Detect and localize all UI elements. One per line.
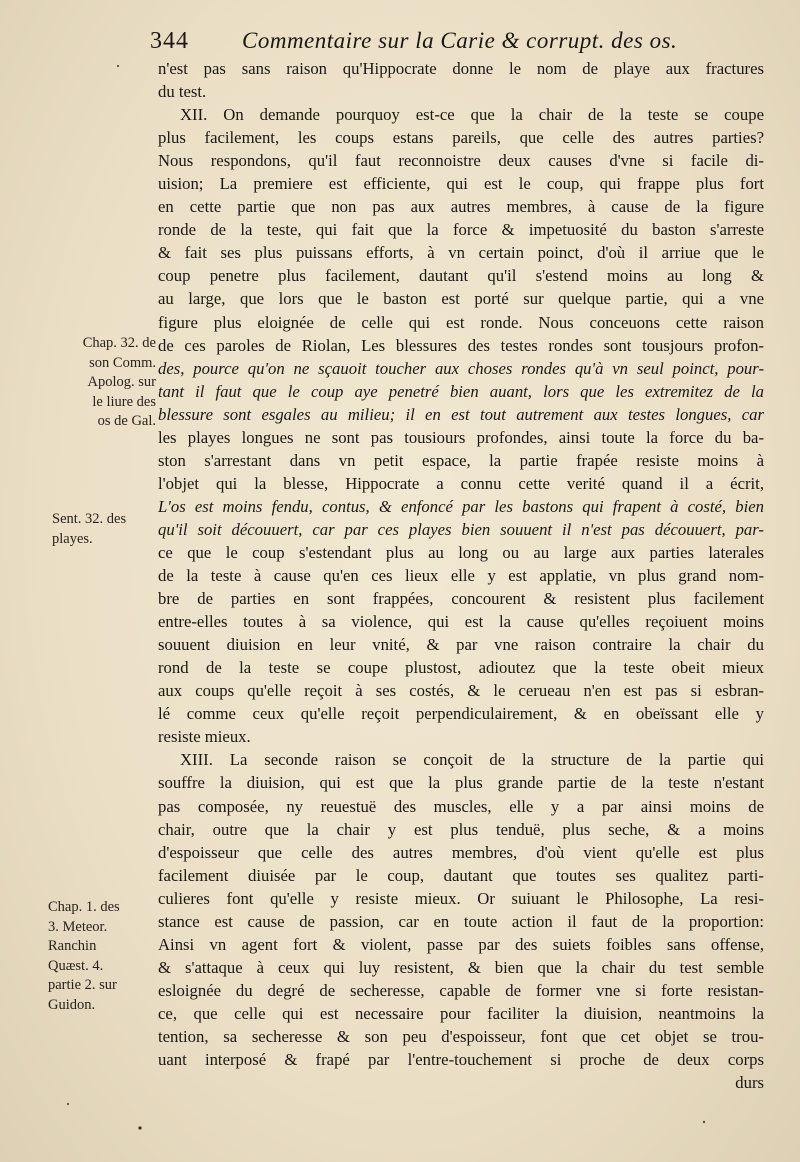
ink-speck	[117, 65, 119, 67]
text-line: ronde de la teste, qui fait que la force & impetuosité du baston s'arreste	[158, 220, 764, 240]
quotation-line: qu'il soit découuert, car par ces playes bien souuent il n'est pas découuert, par-	[158, 519, 764, 539]
margin-note-hippocrate	[52, 510, 156, 549]
text-line: du test.	[158, 82, 207, 102]
text-line: uant interposé & frapé par l'entre-touchement si proche de deux corps	[158, 1050, 764, 1070]
paragraph-xiii-start: XIII. La seconde raison se conçoit de la structure de la partie qui	[180, 750, 764, 770]
text-line: rond de la teste se coupe plustost, adioutez que la teste obeit mieux	[158, 658, 764, 678]
text-line: ston s'arrestant dans vn petit espace, la partie frapée resiste moins à	[158, 450, 764, 470]
text-line: uision; La premiere est efficiente, qui est le coup, qui frappe plus fort	[158, 174, 764, 194]
quotation-line: tant il faut que le coup aye penetré bien auant, lors que les extremitez de la	[158, 381, 764, 401]
text-line: tention, sa secheresse & son peu d'espoisseur, font que cet objet se trou-	[158, 1026, 764, 1046]
ink-speck	[138, 1126, 141, 1129]
text-line: en cette partie que non pas aux autres membres, à cause de la figure	[158, 197, 764, 217]
margin-note-line: Sent. 32. des	[52, 511, 127, 527]
text-line: au large, que lors que le baston est porté sur quelque partie, qui a vne	[158, 289, 764, 309]
text-line: plus facilement, les coups estans pareils, que celle des autres parties?	[158, 128, 764, 148]
text-line: Nous respondons, qu'il faut reconnoistre deux causes d'vne si facile di-	[158, 151, 764, 171]
text-line: & s'attaque à ceux qui luy resistent, & bien que la chair du test semble	[158, 957, 764, 977]
text-line: Ainsi vn agent fort & violent, passe par des suiets foibles sans offense,	[158, 934, 764, 954]
text-line: figure plus eloignée de celle qui est ronde. Nous conceuons cette raison	[158, 312, 764, 332]
text-line: chair, outre que la chair y est plus tenduë, plus seche, & a moins	[158, 819, 764, 839]
margin-note-meteor	[48, 898, 152, 1015]
text-line: l'objet qui la blesse, Hippocrate a connu cette verité quand il a écrit,	[158, 473, 764, 493]
text-line: entre-elles toutes à sa violence, qui est la cause qu'elles reçoiuent moins	[158, 612, 764, 632]
text-line: souuent diuision en leur vnité, & par vne raison contraire la chair du	[158, 635, 764, 655]
paragraph-xii-start: XII. On demande pourquoy est-ce que la chair de la teste se coupe	[180, 105, 764, 125]
text-line: souffre la diuision, qui est que la plus grande partie de la teste n'estant	[158, 773, 764, 793]
text-line: resiste mieux.	[158, 727, 251, 747]
catchword: durs	[735, 1073, 764, 1093]
text-line: facilement diuisée par le coup, dautant que toutes ses qualitez parti-	[158, 865, 764, 885]
ink-speck	[67, 1103, 69, 1105]
margin-note-line: Guidon.	[48, 996, 96, 1013]
text-line: n'est pas sans raison qu'Hippocrate donne le nom de playe aux fractures	[158, 59, 764, 78]
page-number: 344	[150, 28, 189, 54]
margin-note-line: Chap. 32. de	[82, 335, 156, 351]
margin-note-line: Chap. 1. des	[48, 899, 120, 915]
quotation-line: des, pource qu'on ne sçauoit toucher aux choses rondes qu'à vn seul poinct, pour-	[158, 358, 764, 378]
text-line: esloignée du degré de secheresse, capable de former vne si forte resistan-	[158, 980, 764, 1000]
margin-note-line: 3. Meteor.	[48, 918, 108, 935]
running-title: Commentaire sur la Carie & corrupt. des os.	[242, 28, 678, 53]
margin-note-line: son Comm.	[89, 354, 156, 371]
text-line: les playes longues ne sont pas tousiours profondes, ainsi toute la force du ba-	[158, 427, 764, 447]
margin-note-riolan	[52, 334, 156, 432]
quotation-line: L'os est moins fendu, contus, & enfoncé par les bastons qui frapent à costé, bien	[158, 496, 764, 516]
text-line: pas composée, ny reuestuë des muscles, elle y a par ainsi moins de	[158, 796, 764, 816]
body-text	[158, 57, 764, 1094]
text-line: d'espoisseur que celle des autres membres, d'où vient qu'elle est plus	[158, 842, 764, 862]
text-line: de la teste à cause qu'en ces lieux elle y est applatie, vn plus grand nom-	[158, 566, 764, 586]
margin-note-line: Apolog. sur	[87, 374, 156, 390]
margin-note-line: Ranchin	[48, 938, 97, 954]
ink-speck	[703, 1121, 705, 1123]
text-line: ce que le coup s'estendant plus au long ou au large aux parties laterales	[158, 542, 764, 562]
page-header	[150, 22, 790, 56]
text-line: culieres font qu'elle y resiste mieux. Or suiuant le Philosophe, La resi-	[158, 888, 764, 908]
text-line: bre de parties en sont frappées, concourent & resistent plus facilement	[158, 589, 764, 609]
text-line: stance est cause de passion, car en toute action il faut de la proportion:	[158, 911, 764, 931]
quotation-line: blessure sont esgales au milieu; il en est tout autrement aux testes longues, car	[158, 404, 764, 424]
text-line: & fait ses plus puissans efforts, à vn certain poinct, d'où il arriue que le	[158, 243, 764, 263]
text-line: de ces paroles de Riolan, Les blessures des testes rondes sont tousjours profon-	[158, 335, 764, 355]
margin-note-line: partie 2. sur	[48, 977, 117, 993]
text-line: aux coups qu'elle reçoit à ses costés, & le cerueau n'en est pas si esbran-	[158, 681, 764, 701]
margin-note-line: le liure des	[92, 393, 156, 410]
margin-note-line: Quæst. 4.	[48, 957, 104, 974]
text-line: coup penetre plus facilement, dautant qu'il s'estend moins au long &	[158, 266, 764, 286]
margin-note-line: os de Gal.	[97, 413, 156, 429]
margin-note-line: playes.	[52, 530, 93, 547]
text-line: ce, que celle qui est necessaire pour faciliter la diuision, neantmoins la	[158, 1003, 764, 1023]
text-line: lé comme ceux qu'elle reçoit perpendiculairement, & en obeïssant elle y	[158, 704, 764, 724]
